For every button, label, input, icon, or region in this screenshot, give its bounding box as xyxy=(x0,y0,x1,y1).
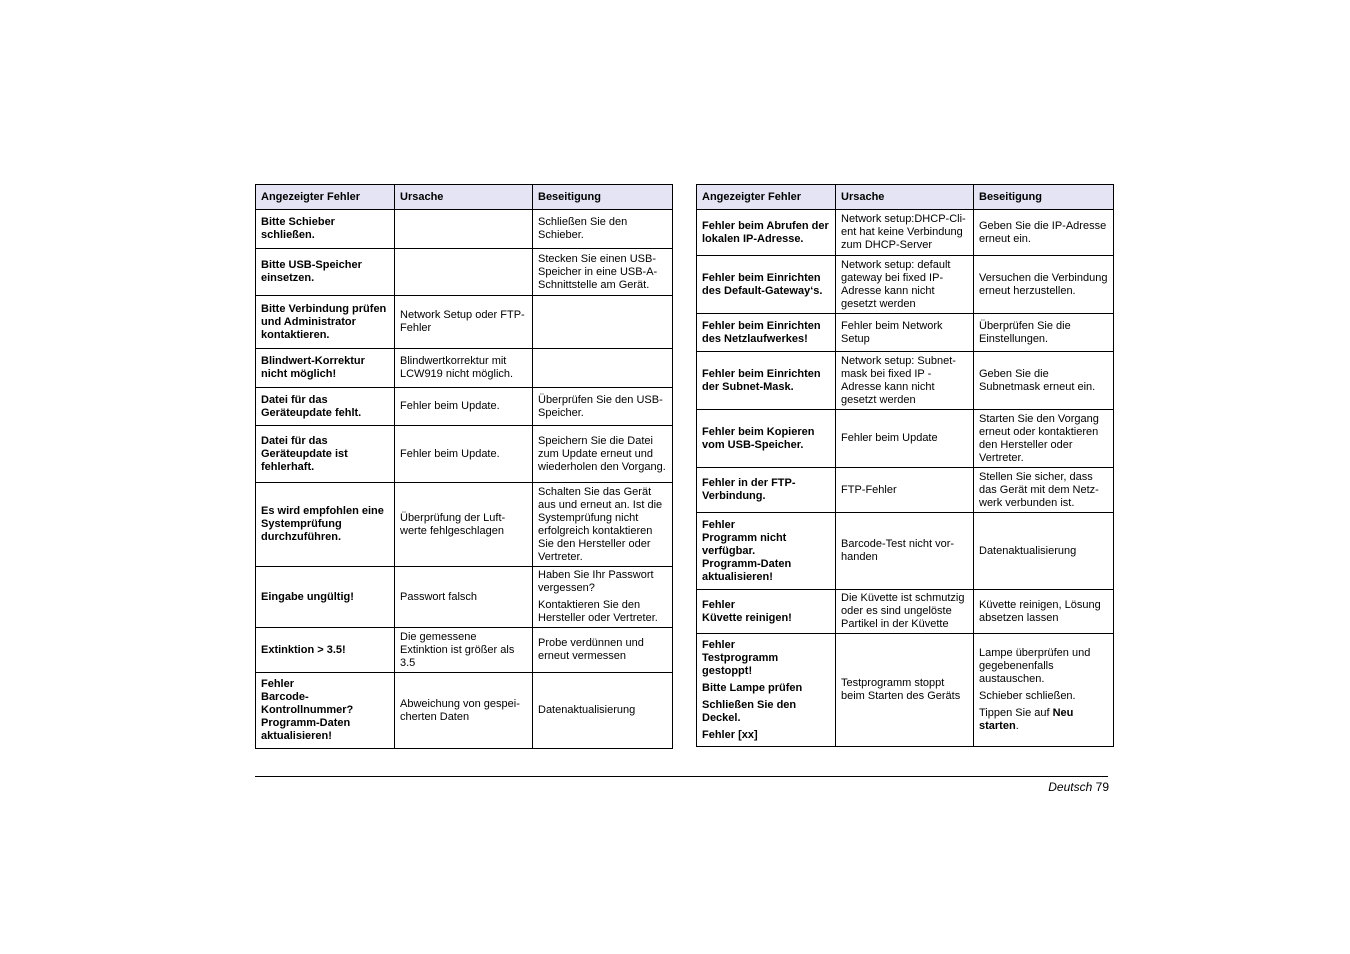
error-cell xyxy=(256,388,395,426)
cell-text: Fehler beim Update. xyxy=(400,400,500,412)
cause-cell xyxy=(395,249,533,296)
cause-cell xyxy=(836,513,974,590)
table-row xyxy=(697,410,1114,468)
error-cell xyxy=(697,410,836,468)
header-cause: Ursache xyxy=(395,185,533,210)
cause-cell xyxy=(836,256,974,314)
table-row xyxy=(256,349,673,388)
cell-text: Schließen Sie den Schieber. xyxy=(538,216,628,241)
error-cell xyxy=(697,634,836,747)
cell-text: Bitte USB-Speicher einsetzen. xyxy=(261,259,362,284)
cell-text: Geben Sie die Subnetmask erneut ein. xyxy=(979,367,1096,393)
cell-text: Eingabe ungültig! xyxy=(261,590,354,603)
remedy-cell xyxy=(533,628,673,673)
table-row xyxy=(256,296,673,349)
cell-text: Versuchen die Verbindung erneut herzustellen. xyxy=(979,271,1108,297)
cell-text: Barcode-Test nicht vor-handen xyxy=(841,538,955,563)
cell-text: Testprogramm stoppt beim Starten des Geräts xyxy=(841,677,961,702)
cell-text: Fehler Barcode-Kontrollnummer? Programm-Daten aktualisieren! xyxy=(261,678,354,742)
cell-text: Fehler Testprogramm gestoppt! xyxy=(702,638,779,677)
table-row xyxy=(256,426,673,483)
cause-cell xyxy=(395,349,533,388)
troubleshooting-table-right xyxy=(696,184,1114,747)
cause-cell xyxy=(395,673,533,749)
cause-cell xyxy=(395,483,533,567)
cell-text: Abweichung von gespei-cherten Daten xyxy=(400,697,520,723)
cell-text: Datenaktualisierung xyxy=(538,704,636,716)
remedy-cell xyxy=(533,296,673,349)
cell-text: Geben Sie die IP-Adresse erneut ein. xyxy=(979,219,1107,245)
cell-text: Überprüfen Sie die Einstellungen. xyxy=(979,319,1071,345)
remedy-cell xyxy=(974,210,1114,256)
remedy-cell xyxy=(974,468,1114,513)
remedy-cell xyxy=(974,256,1114,314)
cell-text-part: Tippen Sie auf xyxy=(979,707,1053,719)
error-cell xyxy=(256,296,395,349)
cause-cell xyxy=(836,590,974,634)
cause-cell xyxy=(395,567,533,628)
cell-text: Probe verdünnen und erneut vermessen xyxy=(538,637,644,662)
cell-text: Speichern Sie die Datei zum Update erneut und wiederholen den Vorgang. xyxy=(538,434,666,473)
cell-text: Passwort falsch xyxy=(400,590,478,603)
cell-text: Datenaktualisierung xyxy=(979,544,1077,557)
cell-text: Es wird empfohlen eine Systemprüfung durchzuführen. xyxy=(261,505,384,543)
error-cell xyxy=(256,249,395,296)
table-row xyxy=(256,249,673,296)
header-cause: Ursache xyxy=(836,185,974,210)
cell-text: Network setup: default gateway bei fixed IP-Adresse kann nicht gesetzt werden xyxy=(841,258,951,310)
cause-cell xyxy=(836,634,974,747)
cell-text: Datei für das Geräteupdate ist fehlerhaft. xyxy=(261,434,348,473)
error-cell xyxy=(697,210,836,256)
table-header-row xyxy=(697,185,1114,210)
cell-text: Überprüfung der Luft-werte fehlgeschlagen xyxy=(400,511,506,537)
cell-text: Blindwertkorrektur mit LCW919 nicht möglich. xyxy=(400,355,514,380)
error-cell xyxy=(697,352,836,410)
error-cell xyxy=(697,256,836,314)
cell-text: Network setup: Subnet-mask bei fixed IP -Adresse kann nicht gesetzt werden xyxy=(841,354,956,406)
page-footer xyxy=(900,780,1109,795)
cell-text: Network setup:DHCP-Cli-ent hat keine Verbindung zum DHCP-Server xyxy=(841,213,966,251)
error-cell xyxy=(697,590,836,634)
cell-text: Fehler [xx] xyxy=(702,728,758,741)
table-row xyxy=(697,256,1114,314)
remedy-cell xyxy=(974,634,1114,747)
remedy-cell xyxy=(533,388,673,426)
cell-text-part: . xyxy=(1015,720,1019,732)
cell-text: Fehler beim Update xyxy=(841,432,938,444)
cell-text: Blindwert-Korrektur nicht möglich! xyxy=(261,355,365,380)
table-row xyxy=(256,483,673,567)
table-row xyxy=(256,388,673,426)
cause-cell xyxy=(836,468,974,513)
remedy-cell xyxy=(974,410,1114,468)
cause-cell xyxy=(836,352,974,410)
cell-text: Fehler Programm nicht verfügbar. Programm-Daten aktualisieren! xyxy=(702,518,792,583)
remedy-cell xyxy=(533,673,673,749)
table-row xyxy=(697,513,1114,590)
cell-text: Lampe überprüfen und gegebenenfalls austauschen. xyxy=(979,647,1091,685)
emphasis-text: Neu starten xyxy=(979,707,1074,732)
error-cell xyxy=(256,567,395,628)
error-cell xyxy=(256,349,395,388)
header-remedy: Beseitigung xyxy=(533,185,673,210)
cell-text: Fehler in der FTP-Verbindung. xyxy=(702,477,796,502)
cause-cell xyxy=(395,388,533,426)
cause-cell xyxy=(395,426,533,483)
cell-text: Stellen Sie sicher, dass das Gerät mit dem Netz-werk verbunden ist. xyxy=(979,470,1099,509)
remedy-cell xyxy=(974,314,1114,352)
remedy-cell xyxy=(533,426,673,483)
cell-text: Die gemessene Extinktion ist größer als 3.5 xyxy=(400,630,515,669)
cell-text: Fehler beim Network Setup xyxy=(841,319,943,345)
cell-text: Fehler beim Abrufen der lokalen IP-Adresse. xyxy=(702,219,829,245)
table-row xyxy=(697,314,1114,352)
table-row xyxy=(256,628,673,673)
cell-text: Fehler beim Einrichten des Default-Gateway‘s. xyxy=(702,271,823,297)
cell-text: Fehler beim Einrichten des Netzlaufwerkes! xyxy=(702,319,821,345)
table-row xyxy=(697,634,1114,747)
cell-text: Die Küvette ist schmutzig oder es sind ungelöste Partikel in der Küvette xyxy=(841,592,965,630)
error-cell xyxy=(256,673,395,749)
header-displayed-error: Angezeigter Fehler xyxy=(697,185,836,210)
remedy-cell xyxy=(974,352,1114,410)
error-cell xyxy=(256,483,395,567)
footer-language: Deutsch xyxy=(1048,780,1093,794)
cause-cell xyxy=(395,210,533,249)
cell-text: Fehler Küvette reinigen! xyxy=(702,598,792,624)
table-row xyxy=(697,468,1114,513)
cell-text: FTP-Fehler xyxy=(841,483,897,496)
error-cell xyxy=(256,628,395,673)
cell-text: Bitte Schieber schließen. xyxy=(261,216,335,241)
cause-cell xyxy=(395,628,533,673)
cell-text: Datei für das Geräteupdate fehlt. xyxy=(261,393,362,419)
cause-cell xyxy=(836,210,974,256)
table-header-row xyxy=(256,185,673,210)
remedy-cell xyxy=(533,210,673,249)
cell-text: Überprüfen Sie den USB-Speicher. xyxy=(538,393,663,419)
remedy-cell xyxy=(533,483,673,567)
cell-text: Schieber schließen. xyxy=(979,690,1076,702)
troubleshooting-table-left xyxy=(255,184,673,749)
cell-text: Haben Sie Ihr Passwort vergessen? xyxy=(538,569,654,594)
cell-text: Fehler beim Einrichten der Subnet-Mask. xyxy=(702,367,821,393)
table-row xyxy=(256,567,673,628)
error-cell xyxy=(697,468,836,513)
cell-text: Schalten Sie das Gerät aus und erneut an. Ist die Systemprüfung nicht erfolgreich kontaktieren Sie den Hersteller oder Vertreter. xyxy=(538,485,663,563)
cell-text: Network Setup oder FTP-Fehler xyxy=(400,309,525,334)
table-row xyxy=(697,352,1114,410)
table-row xyxy=(697,590,1114,634)
table-row xyxy=(256,673,673,749)
remedy-cell xyxy=(974,513,1114,590)
cell-text: Fehler beim Update. xyxy=(400,447,500,460)
page-number: 79 xyxy=(1095,780,1109,794)
error-cell xyxy=(256,426,395,483)
remedy-cell xyxy=(533,567,673,628)
cell-text: Küvette reinigen, Lösung absetzen lassen xyxy=(979,598,1101,624)
cell-text: Stecken Sie einen USB-Speicher in eine USB-A-Schnittstelle am Gerät. xyxy=(538,252,658,291)
error-cell xyxy=(697,314,836,352)
error-cell xyxy=(256,210,395,249)
cause-cell xyxy=(395,296,533,349)
cell-text: Bitte Lampe prüfen xyxy=(702,681,803,694)
table-row xyxy=(697,210,1114,256)
remedy-cell xyxy=(533,349,673,388)
cell-text: Starten Sie den Vorgang erneut oder kontaktieren den Hersteller oder Vertreter. xyxy=(979,412,1099,464)
remedy-cell xyxy=(974,590,1114,634)
cause-cell xyxy=(836,410,974,468)
remedy-cell xyxy=(533,249,673,296)
error-cell xyxy=(697,513,836,590)
cell-text: Schließen Sie den Deckel. xyxy=(702,698,797,724)
cell-text xyxy=(979,707,1108,733)
footer-rule xyxy=(255,776,1108,777)
cell-text: Extinktion > 3.5! xyxy=(261,643,346,656)
header-displayed-error: Angezeigter Fehler xyxy=(256,185,395,210)
cell-text: Fehler beim Kopieren vom USB-Speicher. xyxy=(702,425,815,451)
cause-cell xyxy=(836,314,974,352)
table-row xyxy=(256,210,673,249)
header-remedy: Beseitigung xyxy=(974,185,1114,210)
cell-text: Kontaktieren Sie den Hersteller oder Vertreter. xyxy=(538,599,658,624)
cell-text: Bitte Verbindung prüfen und Administrator kontaktieren. xyxy=(261,302,387,341)
